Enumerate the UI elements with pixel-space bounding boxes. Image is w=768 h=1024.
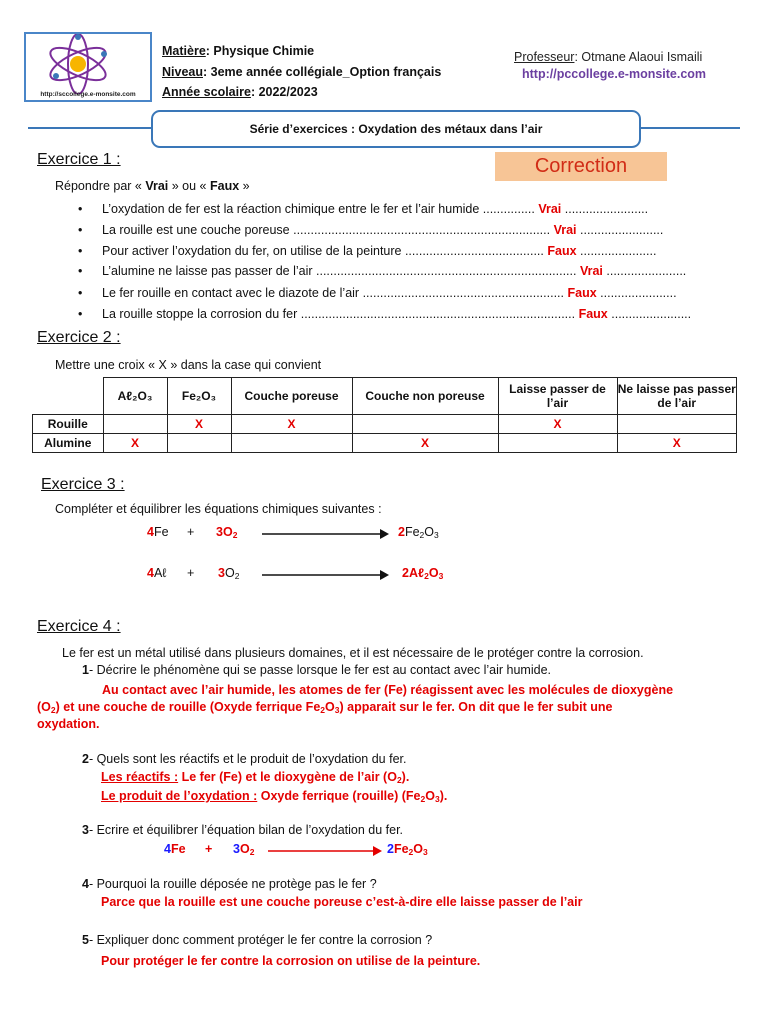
ex1-instr-mid: » ou « (168, 179, 210, 193)
ex1-answer: Vrai (553, 223, 577, 237)
ex1-instr-prefix: Répondre par « (55, 179, 146, 193)
ex4-a2-line2: Le produit de l’oxydation : Oxyde ferrique (rouille) $(Fe_2O_3)$. (101, 789, 448, 804)
reaction-arrow-icon (262, 528, 390, 540)
ex4-a1-line2: $(O_2)$ et une couche de rouille (Oxyde ferrique $Fe_2O_3$) apparait sur le fer. On dit que le fer subit une (37, 700, 613, 715)
answer-part: ). (401, 770, 410, 784)
plus-sign: + (187, 566, 195, 580)
answer-part: ) et une couche de rouille (Oxyde ferrique Fe (55, 700, 321, 714)
ex3-eq2-r2 (218, 566, 239, 581)
annee-value: : 2022/2023 (250, 85, 318, 99)
table-cell (167, 434, 231, 453)
question-number: 2 (82, 752, 89, 766)
product-o: O (413, 842, 424, 856)
subscript: 2 (232, 530, 238, 540)
table-cell (352, 415, 498, 434)
question-text: - Expliquer donc comment protéger le fer contre la corrosion ? (88, 933, 433, 947)
ex4-eq-r1 (164, 842, 186, 856)
reactant: O (222, 525, 233, 539)
table-cell: X (498, 415, 617, 434)
answer-part: ). (439, 789, 448, 803)
ex1-tail: ...................... (600, 286, 677, 300)
coef: 4 (147, 525, 154, 539)
question-text: - Décrire le phénomène qui se passe lorsque le fer est au contact avec l’air humide. (88, 663, 552, 677)
ex3-instruction: Compléter et équilibrer les équations chimiques suivantes : (55, 502, 382, 516)
coef: 3 (218, 566, 225, 580)
reactant: Aℓ (153, 566, 167, 580)
professeur-label: Professeur (514, 50, 575, 64)
ex4-q3 (82, 823, 403, 837)
coef: 2 (402, 566, 409, 580)
ex4-a5: Pour protéger le fer contre la corrosion on utilise de la peinture. (101, 954, 481, 968)
table-cell: X (167, 415, 231, 434)
ex4-title: Exercice 4 : (37, 618, 121, 635)
ex2-table (32, 377, 737, 453)
question-text: - Quels sont les réactifs et le produit de l’oxydation du fer. (88, 752, 407, 766)
plus-sign: + (187, 525, 195, 539)
ex1-question: Pour activer l’oxydation du fer, on utilise de la peinture ........................................ (102, 244, 544, 258)
coef: 2 (387, 842, 394, 856)
site-link[interactable]: http://pccollege.e-monsite.com (522, 67, 707, 81)
ex1-instr-vrai: Vrai (145, 179, 169, 193)
coef: 3 (233, 842, 240, 856)
ex1-tail: ........................ (564, 202, 649, 216)
subscript: 3 (423, 847, 428, 857)
ex1-title: Exercice 1 : (37, 151, 121, 168)
reactant: Fe (153, 525, 169, 539)
coef: 4 (164, 842, 171, 856)
table-corner (33, 378, 104, 415)
ex1-answer: Vrai (579, 264, 603, 278)
product-o: O (428, 566, 439, 580)
table-header: Couche poreuse (231, 378, 352, 415)
subscript: 2 (234, 571, 240, 581)
ex4-a1-line3: oxydation. (37, 717, 100, 731)
ex1-instr-faux: Faux (209, 179, 240, 193)
question-text: - Pourquoi la rouille déposée ne protège pas le fer ? (88, 877, 377, 891)
school-logo (24, 32, 152, 102)
plus-sign: + (205, 842, 213, 856)
answer-label: Le produit de l’oxydation : (101, 789, 258, 803)
table-cell (617, 415, 737, 434)
table-cell: X (617, 434, 737, 453)
ex1-question: L’alumine ne laisse pas passer de l’air ........................................................................... (102, 264, 577, 278)
table-cell: X (103, 434, 167, 453)
reactant: O (224, 566, 235, 580)
table-cell (103, 415, 167, 434)
table-row (33, 415, 737, 434)
question-number: 5 (82, 933, 89, 947)
niveau-line (162, 64, 441, 81)
ex1-question: Le fer rouille en contact avec le diazote de l’air .......................................................... (102, 286, 564, 300)
ex2-instruction: Mettre une croix « X » dans la case qui convient (55, 358, 322, 372)
ex3-eq2-r1 (147, 566, 166, 580)
niveau-value: : 3eme année collégiale_Option français (203, 65, 442, 79)
answer-part: O (325, 700, 335, 714)
reaction-arrow-icon (262, 569, 390, 581)
table-cell: X (352, 434, 498, 453)
product: Fe (393, 842, 409, 856)
ex1-instr-suffix: » (239, 179, 250, 193)
table-header: Fe₂O₃ (167, 378, 231, 415)
table-header: Aℓ₂O₃ (103, 378, 167, 415)
product: Fe (404, 525, 420, 539)
ex1-instruction (55, 179, 250, 193)
matiere-label: Matière (162, 44, 206, 58)
answer-label: Les réactifs : (101, 770, 179, 784)
ex1-answer: Faux (547, 244, 577, 258)
professeur-line (514, 49, 702, 66)
niveau-label: Niveau (162, 65, 203, 79)
ex1-tail: ...................... (580, 244, 657, 258)
reactant: Fe (170, 842, 186, 856)
ex4-q5 (82, 933, 432, 947)
table-header-row (33, 378, 737, 415)
table-header: Ne laisse pas passer de l’air (617, 378, 737, 415)
ex1-tail: ....................... (606, 264, 687, 278)
atom-logo-icon (26, 34, 150, 94)
coef: 3 (216, 525, 223, 539)
matiere-value: : Physique Chimie (205, 44, 315, 58)
correction-badge: Correction (495, 152, 667, 181)
ex3-title: Exercice 3 : (41, 476, 125, 493)
coef: 4 (147, 566, 154, 580)
row-label: Rouille (33, 415, 104, 434)
answer-part: Oxyde ferrique (rouille) (Fe (257, 789, 421, 803)
subscript: 3 (438, 571, 444, 581)
ex4-a2-line1: Les réactifs : Le fer (Fe) et le dioxygène de l’air $(O_2)$. (101, 770, 410, 785)
ex3-eq1-product (398, 525, 439, 540)
professeur-value: : Otmane Alaoui Ismaili (574, 50, 703, 64)
ex4-q1 (82, 663, 551, 677)
matiere-line (162, 43, 314, 60)
ex1-answer: Faux (578, 307, 608, 321)
product: Aℓ (408, 566, 425, 580)
table-header: Couche non poreuse (352, 378, 498, 415)
annee-label: Année scolaire (162, 85, 251, 99)
page-title: Série d’exercices : Oxydation des métaux dans l’air (151, 110, 641, 148)
ex4-q2 (82, 752, 406, 766)
ex1-answer: Vrai (538, 202, 562, 216)
answer-part: (O (37, 700, 51, 714)
ex4-a4: Parce que la rouille est une couche poreuse c’est-à-dire elle laisse passer de l’air (101, 895, 583, 909)
ex4-a1-line1: Au contact avec l’air humide, les atomes de fer (Fe) réagissent avec les molécules de dioxygène (102, 683, 674, 697)
ex3-eq2-product (402, 566, 443, 581)
reactant: O (239, 842, 250, 856)
ex4-q4 (82, 877, 377, 891)
logo-url: http://sccollege.e-monsite.com (40, 91, 136, 98)
subscript: 2 (408, 847, 414, 857)
ex1-question: La rouille est une couche poreuse .......................................................................... (102, 223, 551, 237)
ex1-question: L’oxydation de fer est la réaction chimique entre le fer et l’air humide ............... (102, 202, 535, 216)
table-header: Laisse passer de l’air (498, 378, 617, 415)
ex4-eq-product (387, 842, 428, 857)
row-label: Alumine (33, 434, 104, 453)
ex1-answer: Faux (567, 286, 597, 300)
reaction-arrow-icon (268, 845, 383, 857)
question-number: 4 (82, 877, 89, 891)
subscript: 2 (424, 571, 429, 581)
table-cell (498, 434, 617, 453)
ex1-tail: ........................ (580, 223, 664, 237)
subscript: 2 (419, 530, 425, 540)
answer-part: Le fer (Fe) et le dioxygène de l’air (O (178, 770, 397, 784)
answer-part: ) apparait sur le fer. On dit que le fer subit une (339, 700, 613, 714)
table-row (33, 434, 737, 453)
ex3-eq1-r1 (147, 525, 169, 539)
subscript: 3 (434, 530, 439, 540)
question-text: - Ecrire et équilibrer l’équation bilan de l’oxydation du fer. (88, 823, 404, 837)
annee-line (162, 84, 318, 101)
answer-part: O (425, 789, 435, 803)
coef: 2 (398, 525, 405, 539)
subscript: 2 (249, 847, 255, 857)
product-o: O (424, 525, 435, 539)
table-cell: X (231, 415, 352, 434)
ex2-title: Exercice 2 : (37, 329, 121, 346)
ex4-intro: Le fer est un métal utilisé dans plusieurs domaines, et il est nécessaire de le protéger contre la corrosion. (62, 646, 644, 660)
ex1-tail: ....................... (611, 307, 692, 321)
question-number: 3 (82, 823, 89, 837)
ex1-question: La rouille stoppe la corrosion du fer ............................................................................... (102, 307, 576, 321)
table-cell (231, 434, 352, 453)
ex3-eq1-r2 (216, 525, 237, 540)
ex4-eq-r2 (233, 842, 254, 857)
question-number: 1 (82, 663, 89, 677)
